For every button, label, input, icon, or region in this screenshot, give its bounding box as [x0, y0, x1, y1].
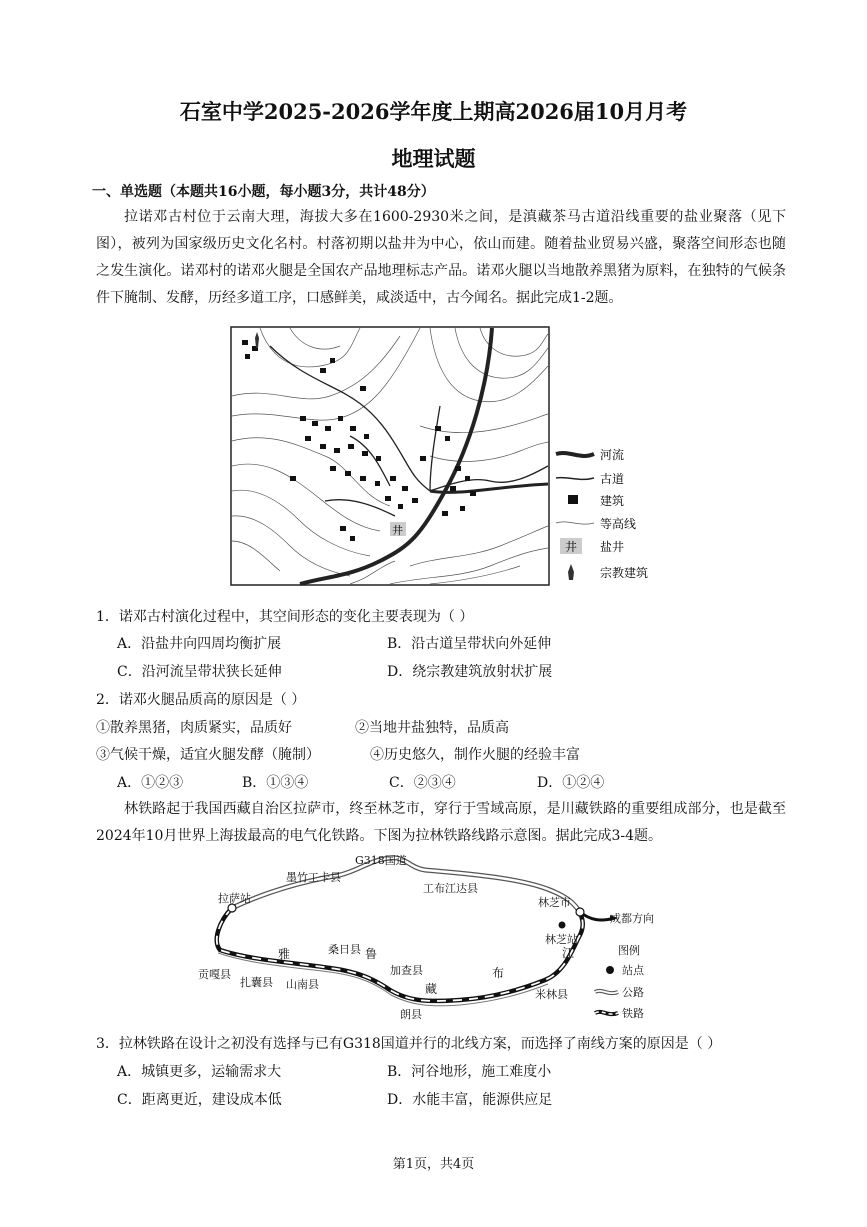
svg-text:扎囊县: 扎囊县 [240, 976, 273, 989]
lasa-station-icon [228, 904, 236, 912]
salt-well-label: 井 [392, 524, 403, 537]
linzhi-city-icon [576, 908, 584, 916]
map2-legend [595, 943, 645, 1020]
svg-text:雅: 雅 [278, 947, 291, 961]
q3-option-d[interactable]: D．水能丰富，能源供应足 [387, 1092, 553, 1108]
passage-1: 拉诺邓古村位于云南大理，海拔大多在1600-2930米之间，是滇藏茶马古道沿线重要的盐业聚落（见下图），被列为国家级历史文化名村。村落初期以盐井为中心，依山而建。随着盐业贸易兴盛，聚落空间形态也随之发生演化。诺邓村的诺邓火腿是全国农产品地理标志产品。诺邓火腿以当地散养黑猪为原料，在独特的气候条件下腌制、发酵，历经多道工序，口感鲜美，咸淡适中，古今闻名。据此完成1-2题。 [96, 209, 786, 306]
legend-contour: 等高线 [600, 517, 637, 531]
svg-text:米林县: 米林县 [535, 988, 568, 1001]
q1-option-d[interactable]: D．绕宗教建筑放射状扩展 [387, 664, 553, 680]
svg-text:贡嘎县: 贡嘎县 [198, 968, 231, 981]
station-legend-icon [606, 966, 614, 974]
svg-text:林芝市: 林芝市 [538, 896, 571, 909]
building-icon [568, 495, 578, 504]
svg-text:成都方向: 成都方向 [610, 912, 654, 925]
q3-option-a[interactable]: A．城镇更多，运输需求大 [117, 1064, 282, 1080]
svg-text:桑日县: 桑日县 [328, 943, 361, 956]
q1-option-b[interactable]: B．沿古道呈带状向外延伸 [387, 636, 552, 652]
q2-item-1: ①散养黑猪，肉质紧实，品质好 [96, 720, 292, 736]
contour-icon [556, 522, 594, 524]
svg-text:井: 井 [565, 540, 578, 554]
svg-text:山南县: 山南县 [286, 978, 319, 991]
svg-text:鲁: 鲁 [365, 947, 378, 961]
q3-option-c[interactable]: C．距离更近，建设成本低 [117, 1092, 282, 1108]
q1-option-c[interactable]: C．沿河流呈带状狭长延伸 [117, 664, 282, 680]
linzhi-station-icon [559, 922, 566, 929]
q2-item-3: ③气候干燥，适宜火腿发酵（腌制） [96, 747, 320, 763]
svg-text:公路: 公路 [622, 986, 644, 999]
svg-text:站点: 站点 [622, 964, 644, 977]
svg-text:铁路: 铁路 [622, 1007, 644, 1020]
q2-option-c[interactable]: C．②③④ [389, 775, 456, 791]
legend-road: 古道 [600, 472, 625, 486]
q3-stem: 3．拉林铁路在设计之初没有选择与已有G318国道并行的北线方案，而选择了南线方案的原因是（ ） [96, 1036, 722, 1052]
svg-text:加查县: 加查县 [390, 964, 423, 977]
section-heading: 一、单选题（本题共16小题，每小题3分，共计48分） [92, 184, 435, 200]
svg-text:拉萨站: 拉萨站 [218, 892, 251, 905]
svg-text:布: 布 [492, 966, 505, 980]
map1-legend [556, 447, 648, 580]
legend-religious: 宗教建筑 [600, 566, 649, 580]
lalin-railway-map [190, 850, 690, 1025]
q1-option-a[interactable]: A．沿盐井向四周均衡扩展 [117, 636, 282, 652]
legend-building: 建筑 [600, 494, 625, 508]
svg-text:G318国道: G318国道 [355, 854, 407, 867]
passage-2: 林铁路起于我国西藏自治区拉萨市，终至林芝市，穿行于雪域高原，是川藏铁路的重要组成部分，也是截至2024年10月世界上海拔最高的电气化铁路。下图为拉林铁路线路示意图。据此完成3-4题。 [96, 801, 786, 844]
q2-option-b[interactable]: B．①③④ [242, 775, 309, 791]
svg-text:朗县: 朗县 [400, 1008, 422, 1021]
svg-text:墨竹工卡县: 墨竹工卡县 [286, 871, 341, 884]
exam-subtitle: 地理试题 [391, 146, 476, 171]
q2-stem: 2．诺邓火腿品质高的原因是（ ） [96, 692, 306, 708]
q2-item-4: ④历史悠久，制作火腿的经验丰富 [370, 747, 580, 763]
legend-river: 河流 [600, 448, 625, 462]
svg-text:图例: 图例 [618, 944, 640, 957]
map-frame [231, 327, 549, 585]
svg-text:藏: 藏 [425, 982, 438, 996]
q2-item-2: ②当地井盐独特，品质高 [355, 720, 509, 736]
q3-option-b[interactable]: B．河谷地形，施工难度小 [387, 1064, 552, 1080]
q1-stem: 1．诺邓古村演化过程中，其空间形态的变化主要表现为（ ） [96, 609, 474, 625]
q2-option-a[interactable]: A．①②③ [117, 775, 184, 791]
svg-text:工布江达县: 工布江达县 [423, 882, 478, 895]
religious-building-icon [568, 564, 574, 580]
river-icon [556, 453, 594, 456]
nuodeng-map [230, 326, 650, 588]
ancient-road-icon [556, 478, 594, 480]
page-footer: 第1页，共4页 [392, 1157, 475, 1172]
svg-text:林芝站: 林芝站 [545, 933, 578, 946]
q2-option-d[interactable]: D．①②④ [537, 775, 605, 791]
svg-text:江: 江 [562, 946, 575, 960]
exam-title: 石室中学2025-2026学年度上期高2026届10月月考 [179, 99, 688, 124]
map2-labels [198, 854, 654, 1021]
legend-salt-well: 盐井 [600, 540, 625, 554]
